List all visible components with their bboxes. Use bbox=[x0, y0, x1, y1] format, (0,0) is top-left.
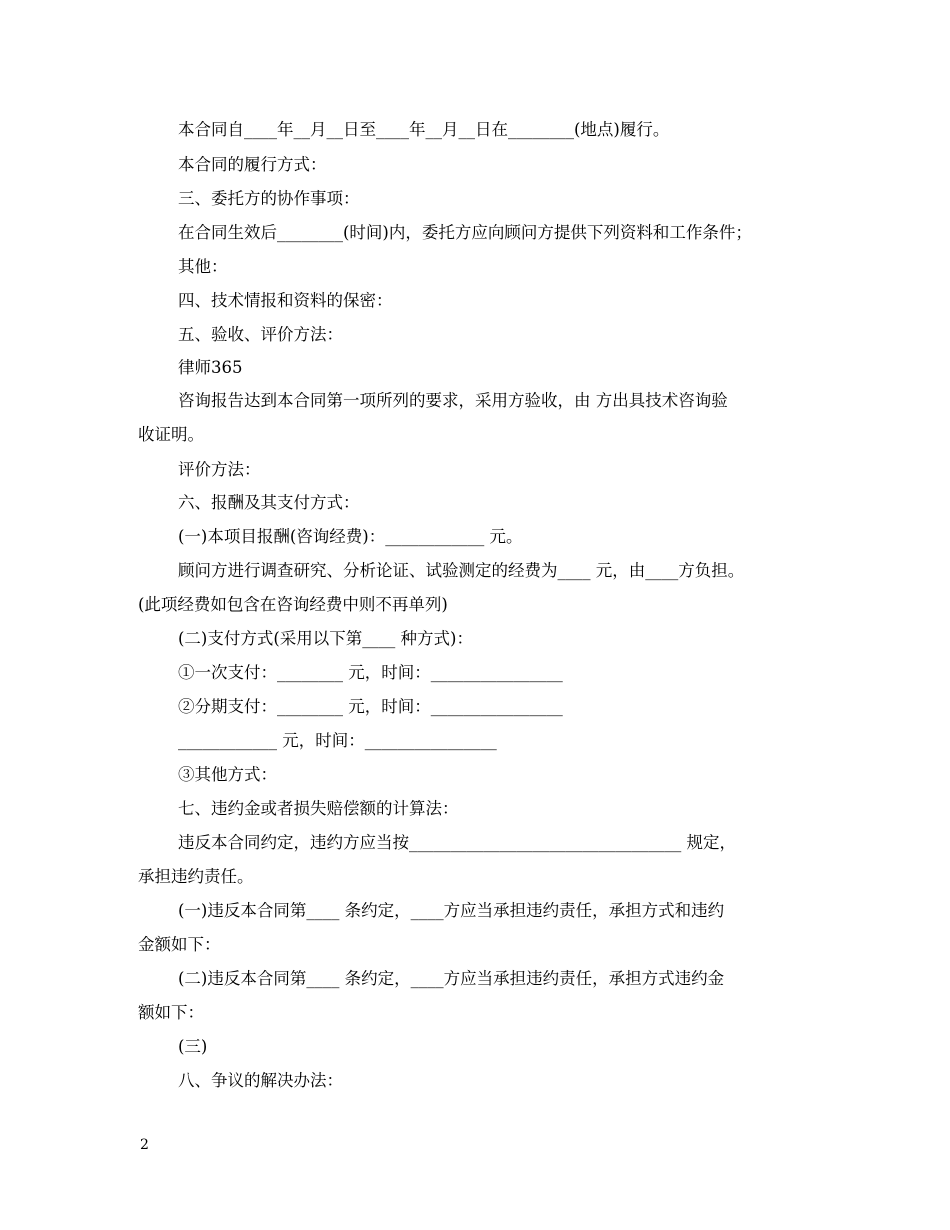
other-payment-line: ③其他方式： bbox=[178, 765, 277, 784]
section-3-heading: 三、委托方的协作事项： bbox=[178, 189, 360, 208]
breach-clause-1-line-2: 金额如下： bbox=[138, 935, 221, 954]
other-line: 其他： bbox=[178, 257, 228, 276]
research-cost-line-2: (此项经费如包含在咨询经费中则不再单列) bbox=[138, 595, 448, 614]
lawyer-365-line: 律师365 bbox=[178, 358, 243, 377]
project-fee-line: (一)本项目报酬(咨询经费)：____________ 元。 bbox=[178, 527, 523, 546]
section-8-heading: 八、争议的解决办法： bbox=[178, 1071, 343, 1090]
payment-method-line: (二)支付方式(采用以下第____ 种方式)： bbox=[178, 629, 473, 648]
breach-clause-1-line-1: (一)违反本合同第____ 条约定，____方应当承担违约责任，承担方式和违约 bbox=[178, 901, 725, 920]
acceptance-paragraph-line-2: 收证明。 bbox=[138, 425, 204, 444]
section-6-heading: 六、报酬及其支付方式： bbox=[178, 493, 360, 512]
section-5-heading: 五、验收、评价方法： bbox=[178, 325, 343, 344]
section-4-heading: 四、技术情报和资料的保密： bbox=[178, 291, 393, 310]
evaluation-method-line: 评价方法： bbox=[178, 460, 261, 479]
lump-sum-payment-line: ①一次支付：________ 元，时间：________________ bbox=[178, 663, 563, 682]
breach-clause-2-line-1: (二)违反本合同第____ 条约定，____方应当承担违约责任，承担方式违约金 bbox=[178, 969, 725, 988]
breach-paragraph-line-2: 承担违约责任。 bbox=[138, 867, 254, 886]
breach-clause-3-line: (三) bbox=[178, 1037, 208, 1056]
page-number: 2 bbox=[140, 1137, 149, 1153]
performance-method-line: 本合同的履行方式： bbox=[178, 155, 327, 174]
installment-payment-line: ②分期支付：________ 元，时间：________________ bbox=[178, 697, 563, 716]
acceptance-paragraph-line-1: 咨询报告达到本合同第一项所列的要求，采用方验收，由 方出具技术咨询验 bbox=[178, 391, 728, 410]
performance-period-line: 本合同自____年__月__日至____年__月__日在________(地点)履行。 bbox=[178, 120, 670, 139]
research-cost-line-1: 顾问方进行调查研究、分析论证、试验测定的经费为____ 元，由____方负担。 bbox=[178, 561, 745, 580]
breach-clause-2-line-2: 额如下： bbox=[138, 1003, 204, 1022]
installment-continuation-line: ____________ 元，时间：________________ bbox=[178, 731, 497, 750]
client-materials-line: 在合同生效后________(时间)内，委托方应向顾问方提供下列资料和工作条件； bbox=[178, 223, 752, 242]
section-7-heading: 七、违约金或者损失赔偿额的计算法： bbox=[178, 799, 459, 818]
breach-paragraph-line-1: 违反本合同约定，违约方应当按_________________________________ 规定， bbox=[178, 833, 736, 852]
